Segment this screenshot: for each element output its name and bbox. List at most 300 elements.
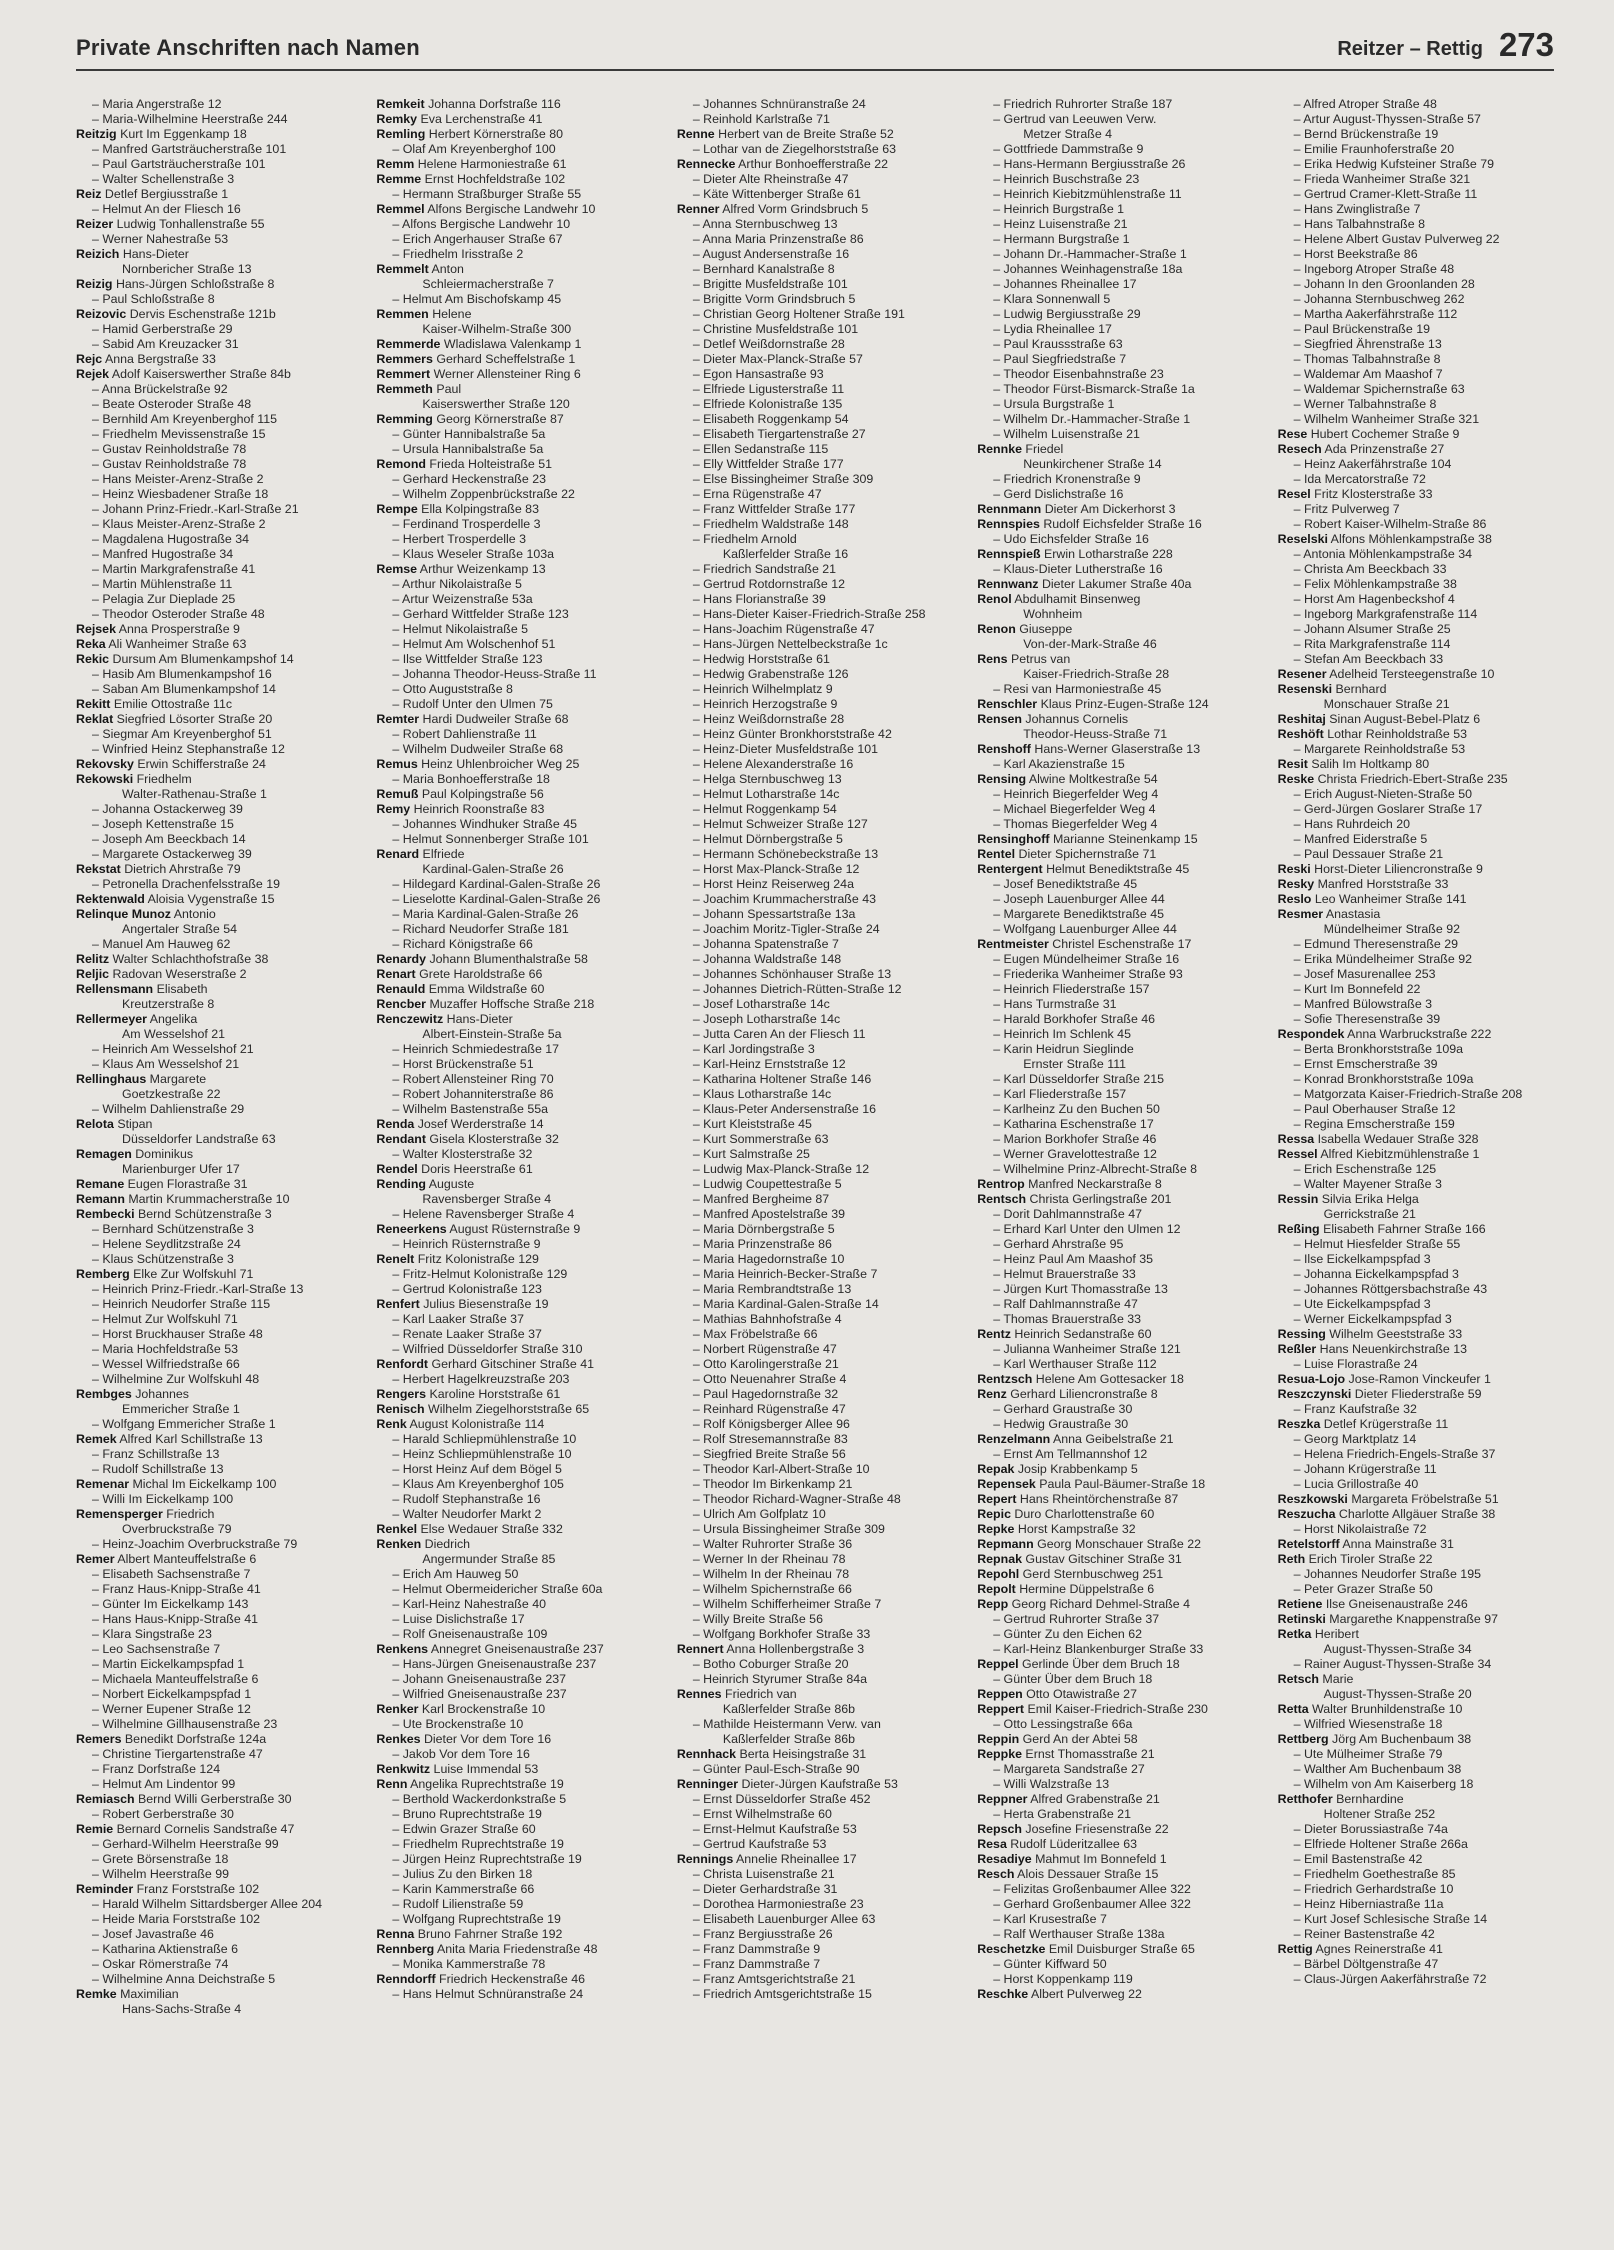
- entry-subline: – Lieselotte Kardinal-Galen-Straße 26: [392, 892, 601, 906]
- entry-subline: – Theodor Im Birkenkamp 21: [692, 1477, 853, 1491]
- entry-surname-line: [376, 847, 652, 862]
- entry-subline: – Erich Angerhauser Straße 67: [392, 232, 563, 246]
- entry-surname: Reth: [1277, 1552, 1306, 1566]
- entry-subline: – Walter Mayener Straße 3: [1293, 1177, 1442, 1191]
- entry-details: Isabella Wedauer Straße 328: [1314, 1132, 1479, 1146]
- entry-details: Else Wedauer Straße 332: [417, 1522, 563, 1536]
- entry-surname-line: [76, 187, 352, 202]
- entry-details: Grete Haroldstraße 66: [415, 967, 543, 981]
- entry-surname: Renda: [376, 1117, 415, 1131]
- entry-continuation: Ravensberger Straße 4: [422, 1192, 552, 1206]
- entry-surname: Resit: [1277, 757, 1308, 771]
- entry-surname: Relitz: [76, 952, 110, 966]
- entry-surname-line: [76, 952, 352, 967]
- directory-column-5: [1278, 97, 1554, 2017]
- entry-details: Hans-Werner Glaserstraße 13: [1030, 742, 1201, 756]
- entry-subline: – Johann Spessartstraße 13a: [692, 907, 856, 921]
- entry-subline: – Sofie Theresenstraße 39: [1293, 1012, 1441, 1026]
- entry-subline: – Alfons Bergische Landwehr 10: [392, 217, 571, 231]
- entry-surname: Repp: [977, 1597, 1009, 1611]
- entry-subline: – Ernst Wilhelmstraße 60: [692, 1807, 832, 1821]
- entry-details: Hans-Dieter: [443, 1012, 513, 1026]
- entry-details: Luise Immendal 53: [430, 1762, 539, 1776]
- entry-surname: Remy: [376, 802, 411, 816]
- entry-details: Doris Heerstraße 61: [417, 1162, 533, 1176]
- entry-surname-line: [376, 1762, 652, 1777]
- entry-surname-line: [76, 1507, 352, 1522]
- entry-details: Horst Kampstraße 32: [1014, 1522, 1136, 1536]
- entry-surname-line: [76, 1792, 352, 1807]
- entry-surname: Rembges: [76, 1387, 132, 1401]
- entry-subline: – Max Fröbelstraße 66: [692, 1327, 818, 1341]
- entry-subline: – Günter Zu den Eichen 62: [993, 1627, 1143, 1641]
- section-title: Private Anschriften nach Namen: [76, 35, 420, 60]
- entry-surname-line: [76, 622, 352, 637]
- entry-details: Frieda Holteistraße 51: [425, 457, 553, 471]
- entry-details: Giuseppe: [1015, 622, 1073, 636]
- entry-details: Detlef Bergiusstraße 1: [101, 187, 229, 201]
- entry-details: Elfriede: [419, 847, 465, 861]
- entry-surname: Renzelmann: [977, 1432, 1051, 1446]
- entry-subline: – Petronella Drachenfelsstraße 19: [92, 877, 281, 891]
- entry-details: Kurt Im Eggenkamp 18: [116, 127, 247, 141]
- entry-surname-line: [376, 382, 652, 397]
- entry-surname-line: [977, 1597, 1253, 1612]
- entry-subline: – Johannes Rheinallee 17: [993, 277, 1137, 291]
- entry-subline: – Franz Dorfstraße 124: [92, 1762, 221, 1776]
- entry-surname-line: [376, 157, 652, 172]
- entry-subline: – Heinz Weißdornstraße 28: [692, 712, 845, 726]
- entry-subline: – Wilhelm Zoppenbrückstraße 22: [392, 487, 575, 501]
- entry-subline: – Günter Paul-Esch-Straße 90: [692, 1762, 860, 1776]
- entry-surname-line: [376, 757, 652, 772]
- entry-details: Bernard Cornelis Sandstraße 47: [113, 1822, 295, 1836]
- entry-surname: Rennings: [676, 1852, 734, 1866]
- entry-surname-line: [977, 1837, 1253, 1852]
- entry-subline: – Ludwig Max-Planck-Straße 12: [692, 1162, 870, 1176]
- entry-subline: – Hans Haus-Knipp-Straße 41: [92, 1612, 258, 1626]
- entry-surname-line: [376, 952, 652, 967]
- entry-details: Wilhelm Ziegelhorststraße 65: [424, 1402, 590, 1416]
- entry-subline: – Ute Brockenstraße 10: [392, 1717, 524, 1731]
- entry-details: Hans Neuenkirchstraße 13: [1316, 1342, 1468, 1356]
- entry-subline: – Heinz-Dieter Musfeldstraße 101: [692, 742, 879, 756]
- entry-details: Heribert: [1311, 1627, 1359, 1641]
- entry-surname-line: [977, 652, 1253, 667]
- entry-continuation: Overbruckstraße 79: [122, 1522, 232, 1536]
- entry-details: Petrus van: [1007, 652, 1071, 666]
- entry-subline: – Robert Kaiser-Wilhelm-Straße 86: [1293, 517, 1487, 531]
- entry-surname: Rennspies: [977, 517, 1040, 531]
- entry-surname: Resenski: [1277, 682, 1333, 696]
- entry-subline: – Christine Musfeldstraße 101: [692, 322, 859, 336]
- entry-subline: – Käte Wittenberger Straße 61: [692, 187, 861, 201]
- entry-subline: – Hans Talbahnstraße 8: [1293, 217, 1425, 231]
- entry-surname: Reitzig: [76, 127, 117, 141]
- entry-details: Anastasia: [1323, 907, 1381, 921]
- entry-subline: – Erich August-Nieten-Straße 50: [1293, 787, 1473, 801]
- entry-surname-line: [677, 1687, 953, 1702]
- entry-details: Margarethe Knappenstraße 97: [1325, 1612, 1499, 1626]
- entry-surname: Rendant: [376, 1132, 426, 1146]
- entry-subline: – Pelagia Zur Dieplade 25: [92, 592, 236, 606]
- entry-surname: Remagen: [76, 1147, 132, 1161]
- entry-subline: – Helmut Nikolaistraße 5: [392, 622, 529, 636]
- entry-surname-line: [376, 1927, 652, 1942]
- entry-subline: – Horst Nikolaistraße 72: [1293, 1522, 1427, 1536]
- entry-details: Anna Warbruckstraße 222: [1344, 1027, 1492, 1041]
- entry-surname: Remus: [376, 757, 418, 771]
- entry-details: Bernhard: [1332, 682, 1387, 696]
- entry-subline: – Theodor Karl-Albert-Straße 10: [692, 1462, 870, 1476]
- entry-surname: Remenar: [76, 1477, 130, 1491]
- entry-subline: – Erich Am Hauweg 50: [392, 1567, 519, 1581]
- entry-subline: – Saban Am Blumenkampshof 14: [92, 682, 276, 696]
- entry-subline: – Heinrich Rüsternstraße 9: [392, 1237, 541, 1251]
- entry-subline: – Theodor Fürst-Bismarck-Straße 1a: [993, 382, 1195, 396]
- entry-subline: – Ursula Hannibalstraße 5a: [392, 442, 544, 456]
- entry-surname: Remers: [76, 1732, 122, 1746]
- entry-subline: – Herbert Hagelkreuzstraße 203: [392, 1372, 570, 1386]
- entry-subline: – Heinrich Im Schlenk 45: [993, 1027, 1131, 1041]
- entry-details: Helmut Benediktstraße 45: [1042, 862, 1190, 876]
- entry-subline: – Johann Alsumer Straße 25: [1293, 622, 1451, 636]
- entry-subline: – Dieter Gerhardstraße 31: [692, 1882, 838, 1896]
- entry-details: Annegret Gneisenaustraße 237: [428, 1642, 604, 1656]
- entry-surname: Renard: [376, 847, 420, 861]
- entry-subline: – Gerhard Großenbaumer Allee 322: [993, 1897, 1191, 1911]
- entry-subline: – Harald Wilhelm Sittardsberger Allee 204: [92, 1897, 323, 1911]
- entry-continuation: Kaiserswerther Straße 120: [422, 397, 570, 411]
- entry-subline: – Ute Eickelkampspfad 3: [1293, 1297, 1431, 1311]
- entry-surname: Rettig: [1277, 1942, 1313, 1956]
- entry-subline: – Josef Benediktstraße 45: [993, 877, 1138, 891]
- entry-subline: – Joseph Am Beeckbach 14: [92, 832, 246, 846]
- entry-details: Dieter Lakumer Straße 40a: [1038, 577, 1192, 591]
- entry-subline: – Maria Dörnbergstraße 5: [692, 1222, 835, 1236]
- entry-details: Bernhardine: [1332, 1792, 1404, 1806]
- entry-surname-line: [977, 1747, 1253, 1762]
- entry-surname-line: [376, 457, 652, 472]
- entry-details: Paul: [432, 382, 462, 396]
- entry-details: Emil Duisburger Straße 65: [1045, 1942, 1195, 1956]
- entry-surname-line: [677, 1747, 953, 1762]
- entry-subline: – Horst Heinz Reiserweg 24a: [692, 877, 854, 891]
- entry-surname-line: [977, 622, 1253, 637]
- entry-subline: – Maria Heinrich-Becker-Straße 7: [692, 1267, 878, 1281]
- entry-subline: – Helmut Am Lindentor 99: [92, 1777, 236, 1791]
- entry-details: Friedrich: [162, 1507, 215, 1521]
- entry-surname-line: [376, 172, 652, 187]
- entry-subline: – Ralf Werthauser Straße 138a: [993, 1927, 1165, 1941]
- entry-details: Anna Mainstraße 31: [1339, 1537, 1454, 1551]
- entry-subline: – Erich Eschenstraße 125: [1293, 1162, 1437, 1176]
- entry-surname-line: [977, 1822, 1253, 1837]
- entry-subline: – Walter Klosterstraße 32: [392, 1147, 533, 1161]
- entry-subline: – Reinhard Rügenstraße 47: [692, 1402, 846, 1416]
- entry-subline: – Lothar van de Ziegelhorststraße 63: [692, 142, 896, 156]
- entry-surname: Remling: [376, 127, 426, 141]
- entry-subline: – Hans Ruhrdeich 20: [1293, 817, 1411, 831]
- entry-surname: Renshoff: [977, 742, 1031, 756]
- entry-details: Ilse Gneisenaustraße 246: [1322, 1597, 1468, 1611]
- entry-subline: – Horst Max-Planck-Straße 12: [692, 862, 860, 876]
- entry-subline: – Wolfgang Ruprechtstraße 19: [392, 1912, 561, 1926]
- entry-continuation: Kaßlerfelder Straße 86b: [722, 1702, 856, 1716]
- entry-surname: Renz: [977, 1387, 1007, 1401]
- entry-details: Adelheid Tersteegenstraße 10: [1326, 667, 1495, 681]
- entry-subline: – Dorothea Harmoniestraße 23: [692, 1897, 864, 1911]
- entry-subline: – Heinz-Joachim Overbruckstraße 79: [92, 1537, 298, 1551]
- entry-subline: – Rolf Stresemannstraße 83: [692, 1432, 848, 1446]
- entry-surname: Renninger: [676, 1777, 739, 1791]
- entry-surname: Remuß: [376, 787, 419, 801]
- entry-subline: – Gerhard-Wilhelm Heerstraße 99: [92, 1837, 279, 1851]
- entry-surname: Rentrop: [977, 1177, 1025, 1191]
- entry-surname-line: [376, 1702, 652, 1717]
- entry-subline: – Berthold Wackerdonkstraße 5: [392, 1792, 567, 1806]
- entry-subline: – Karl-Heinz Ernststraße 12: [692, 1057, 846, 1071]
- entry-surname: Rennert: [676, 1642, 724, 1656]
- entry-details: Anton: [428, 262, 464, 276]
- entry-continuation: Emmericher Straße 1: [122, 1402, 240, 1416]
- entry-continuation: Kaiser-Friedrich-Straße 28: [1023, 667, 1170, 681]
- entry-surname-line: [76, 1192, 352, 1207]
- entry-subline: – Heinrich Am Wesselshof 21: [92, 1042, 254, 1056]
- entry-surname: Resa: [977, 1837, 1007, 1851]
- entry-surname-line: [376, 502, 652, 517]
- entry-surname: Reselski: [1277, 532, 1328, 546]
- entry-subline: – Otto Karolingerstraße 21: [692, 1357, 839, 1371]
- entry-details: Arthur Weizenkamp 13: [417, 562, 546, 576]
- entry-surname-line: [1278, 487, 1554, 502]
- entry-details: Lothar Reinholdstraße 53: [1323, 727, 1468, 741]
- entry-surname: Remann: [76, 1192, 125, 1206]
- entry-subline: – Emilie Fraunhoferstraße 20: [1293, 142, 1455, 156]
- entry-surname: Reszkowski: [1277, 1492, 1348, 1506]
- entry-subline: – Brigitte Musfeldstraße 101: [692, 277, 848, 291]
- entry-continuation: Am Wesselshof 21: [122, 1027, 226, 1041]
- entry-subline: – Maria Bonhoefferstraße 18: [392, 772, 550, 786]
- entry-subline: – Theodor Eisenbahnstraße 23: [993, 367, 1164, 381]
- entry-surname-line: [1278, 682, 1554, 697]
- entry-surname: Remkeit: [376, 97, 425, 111]
- entry-subline: – Peter Grazer Straße 50: [1293, 1582, 1433, 1596]
- entry-details: Manfred Neckarstraße 8: [1024, 1177, 1162, 1191]
- entry-surname-line: [376, 1177, 652, 1192]
- entry-subline: – Theodor Richard-Wagner-Straße 48: [692, 1492, 901, 1506]
- entry-details: Hans-Dieter: [119, 247, 189, 261]
- entry-surname: Remmel: [376, 202, 425, 216]
- entry-surname-line: [76, 127, 352, 142]
- entry-subline: – Johannes Schönhauser Straße 13: [692, 967, 892, 981]
- entry-subline: – Theodor Osteroder Straße 48: [92, 607, 265, 621]
- entry-surname-line: [1278, 1672, 1554, 1687]
- entry-details: Siegfried Lösorter Straße 20: [113, 712, 273, 726]
- entry-subline: – Wilhelm Bastenstraße 55a: [392, 1102, 549, 1116]
- entry-subline: – Oskar Römerstraße 74: [92, 1957, 229, 1971]
- entry-subline: – Franz Schillstraße 13: [92, 1447, 220, 1461]
- entry-subline: – Luise Florastraße 24: [1293, 1357, 1418, 1371]
- entry-subline: – Helmut Roggenkamp 54: [692, 802, 837, 816]
- entry-subline: – Egon Hansastraße 93: [692, 367, 824, 381]
- entry-details: Erwin Schifferstraße 24: [133, 757, 266, 771]
- entry-subline: – Hermann Schönebeckstraße 13: [692, 847, 879, 861]
- entry-surname: Renczewitz: [376, 1012, 444, 1026]
- entry-details: Hardi Dudweiler Straße 68: [419, 712, 569, 726]
- entry-details: Dieter Vor dem Tore 16: [420, 1732, 552, 1746]
- entry-surname: Remm: [376, 157, 415, 171]
- entry-details: Bernd Willi Gerberstraße 30: [134, 1792, 292, 1806]
- entry-details: Gerd An der Abtei 58: [1019, 1732, 1138, 1746]
- entry-details: August Kolonistraße 114: [406, 1417, 545, 1431]
- entry-surname-line: [76, 862, 352, 877]
- entry-subline: – Katharina Eschenstraße 17: [993, 1117, 1154, 1131]
- entry-details: Albert Manteuffelstraße 6: [114, 1552, 257, 1566]
- entry-surname: Rensinghoff: [977, 832, 1050, 846]
- entry-subline: – Hedwig Horststraße 61: [692, 652, 830, 666]
- entry-details: Elisabeth Fahrner Straße 166: [1319, 1222, 1486, 1236]
- entry-subline: – Karl Werthauser Straße 112: [993, 1357, 1157, 1371]
- entry-surname: Remse: [376, 562, 418, 576]
- entry-subline: – Klaus Weseler Straße 103a: [392, 547, 555, 561]
- entry-subline: – Ursula Bissingheimer Straße 309: [692, 1522, 885, 1536]
- entry-surname: Rellensmann: [76, 982, 154, 996]
- entry-surname: Renkes: [376, 1732, 421, 1746]
- entry-subline: – Manfred Eiderstraße 5: [1293, 832, 1428, 846]
- entry-subline: – Hans-Dieter Kaiser-Friedrich-Straße 258: [692, 607, 926, 621]
- entry-subline: – Klaus Am Kreyenberghof 105: [392, 1477, 564, 1491]
- entry-details: Johannus Cornelis: [1021, 712, 1129, 726]
- entry-subline: – Franz Dammstraße 7: [692, 1957, 821, 1971]
- entry-subline: – Elly Wittfelder Straße 177: [692, 457, 844, 471]
- entry-subline: – Martha Aakerfährstraße 112: [1293, 307, 1458, 321]
- entry-details: Anita Maria Friedenstraße 48: [434, 1942, 598, 1956]
- entry-surname: Repensek: [977, 1477, 1036, 1491]
- entry-subline: – Kurt Im Bonnefeld 22: [1293, 982, 1421, 996]
- entry-subline: – Joachim Moritz-Tigler-Straße 24: [692, 922, 880, 936]
- entry-subline: – Franz Dammstraße 9: [692, 1942, 821, 1956]
- entry-subline: – Otto Auguststraße 8: [392, 682, 513, 696]
- entry-subline: – Heinz Hiberniastraße 11a: [1293, 1897, 1444, 1911]
- entry-continuation: Düsseldorfer Landstraße 63: [122, 1132, 276, 1146]
- entry-surname-line: [76, 892, 352, 907]
- entry-subline: – Rudolf Schillstraße 13: [92, 1462, 224, 1476]
- entry-subline: – Maria Kardinal-Galen-Straße 14: [692, 1297, 879, 1311]
- entry-surname-line: [76, 907, 352, 922]
- entry-surname: Rellinghaus: [76, 1072, 147, 1086]
- entry-subline: – Christa Am Beeckbach 33: [1293, 562, 1447, 576]
- entry-subline: – Rolf Königsberger Allee 96: [692, 1417, 850, 1431]
- entry-details: Angelika Ruprechtstraße 19: [407, 1777, 564, 1791]
- entry-subline: – Matgorzata Kaiser-Friedrich-Straße 208: [1293, 1087, 1523, 1101]
- entry-subline: – Gertrud Rotdornstraße 12: [692, 577, 846, 591]
- entry-subline: – Fritz-Helmut Kolonistraße 129: [392, 1267, 568, 1281]
- entry-details: Karl Brockenstraße 10: [418, 1702, 546, 1716]
- entry-subline: – Klaus Lotharstraße 14c: [692, 1087, 832, 1101]
- entry-details: Gerlinde Über dem Bruch 18: [1018, 1657, 1180, 1671]
- entry-details: Anna Geibelstraße 21: [1050, 1432, 1174, 1446]
- entry-surname: Ressing: [1277, 1327, 1326, 1341]
- entry-subline: – Helmut An der Fliesch 16: [92, 202, 241, 216]
- entry-surname-line: [376, 1522, 652, 1537]
- entry-surname-line: [376, 367, 652, 382]
- entry-details: Julius Biesenstraße 19: [419, 1297, 549, 1311]
- entry-continuation: Metzer Straße 4: [1023, 127, 1113, 141]
- entry-subline: – Wilfried Düsseldorfer Straße 310: [392, 1342, 583, 1356]
- entry-subline: – Heinz Luisenstraße 21: [993, 217, 1128, 231]
- entry-surname-line: [376, 337, 652, 352]
- entry-surname-line: [376, 1222, 652, 1237]
- entry-subline: – Reiner Bastenstraße 42: [1293, 1927, 1435, 1941]
- entry-subline: – Ida Mercatorstraße 72: [1293, 472, 1426, 486]
- entry-details: Margarete: [146, 1072, 207, 1086]
- entry-subline: – Gertrud Kaufstraße 53: [692, 1837, 827, 1851]
- entry-surname: Remensperger: [76, 1507, 163, 1521]
- entry-details: Johanna Dorfstraße 116: [424, 97, 561, 111]
- entry-surname-line: [76, 982, 352, 997]
- entry-surname: Rempe: [376, 502, 418, 516]
- entry-subline: – Gertrud Ruhrorter Straße 37: [993, 1612, 1160, 1626]
- entry-surname: Repmann: [977, 1537, 1034, 1551]
- entry-subline: – Heide Maria Forststraße 102: [92, 1912, 261, 1926]
- entry-surname-line: [1278, 1732, 1554, 1747]
- entry-details: Muzaffer Hoffsche Straße 218: [426, 997, 595, 1011]
- entry-subline: – Manfred Bergheime 87: [692, 1192, 830, 1206]
- entry-subline: – Josef Javastraße 46: [92, 1927, 214, 1941]
- entry-subline: – Elfriede Kolonistraße 135: [692, 397, 843, 411]
- entry-surname-line: [76, 697, 352, 712]
- entry-subline: – Else Bissingheimer Straße 309: [692, 472, 874, 486]
- entry-surname-line: [1278, 1327, 1554, 1342]
- entry-surname-line: [977, 1657, 1253, 1672]
- entry-subline: – Johanna Ostackerweg 39: [92, 802, 243, 816]
- entry-subline: – Willy Breite Straße 56: [692, 1612, 823, 1626]
- entry-subline: – Dieter Max-Planck-Straße 57: [692, 352, 863, 366]
- entry-subline: – Rita Markgrafenstraße 114: [1293, 637, 1451, 651]
- entry-continuation: August-Thyssen-Straße 34: [1323, 1642, 1472, 1656]
- entry-subline: – Ludwig Coupettestraße 5: [692, 1177, 842, 1191]
- entry-subline: – Luise Dislichstraße 17: [392, 1612, 525, 1626]
- entry-details: Benedikt Dorfstraße 124a: [121, 1732, 267, 1746]
- entry-subline: – Margareta Sandstraße 27: [993, 1762, 1145, 1776]
- entry-surname-line: [977, 1372, 1253, 1387]
- entry-continuation: Wohnheim: [1023, 607, 1083, 621]
- entry-surname: Renol: [977, 592, 1012, 606]
- entry-subline: – Paul Hagedornstraße 32: [692, 1387, 839, 1401]
- entry-surname: Remmelt: [376, 262, 429, 276]
- entry-subline: – Dieter Borussiastraße 74a: [1293, 1822, 1448, 1836]
- entry-subline: – Günter Im Eickelkamp 143: [92, 1597, 249, 1611]
- entry-subline: – Hans-Joachim Rügenstraße 47: [692, 622, 875, 636]
- entry-details: Erwin Lotharstraße 228: [1040, 547, 1173, 561]
- entry-subline: – Siegfried Ährenstraße 13: [1293, 337, 1442, 351]
- entry-details: Auguste: [425, 1177, 475, 1191]
- entry-subline: – Wolfgang Emmericher Straße 1: [92, 1417, 276, 1431]
- entry-subline: – Heinrich Fliederstraße 157: [993, 982, 1150, 996]
- entry-surname: Resadiye: [977, 1852, 1032, 1866]
- entry-surname: Reizig: [76, 277, 113, 291]
- entry-subline: – Paul Siegfriedstraße 7: [993, 352, 1127, 366]
- entry-subline: – Hasib Am Blumenkampshof 16: [92, 667, 272, 681]
- entry-surname: Reslo: [1277, 892, 1312, 906]
- entry-subline: – Ernst Düsseldorfer Straße 452: [692, 1792, 871, 1806]
- entry-subline: – Karl Düsseldorfer Straße 215: [993, 1072, 1165, 1086]
- entry-details: Leo Wanheimer Straße 141: [1311, 892, 1467, 906]
- entry-surname: Renk: [376, 1417, 407, 1431]
- entry-subline: – Manfred Bülowstraße 3: [1293, 997, 1433, 1011]
- entry-surname-line: [977, 772, 1253, 787]
